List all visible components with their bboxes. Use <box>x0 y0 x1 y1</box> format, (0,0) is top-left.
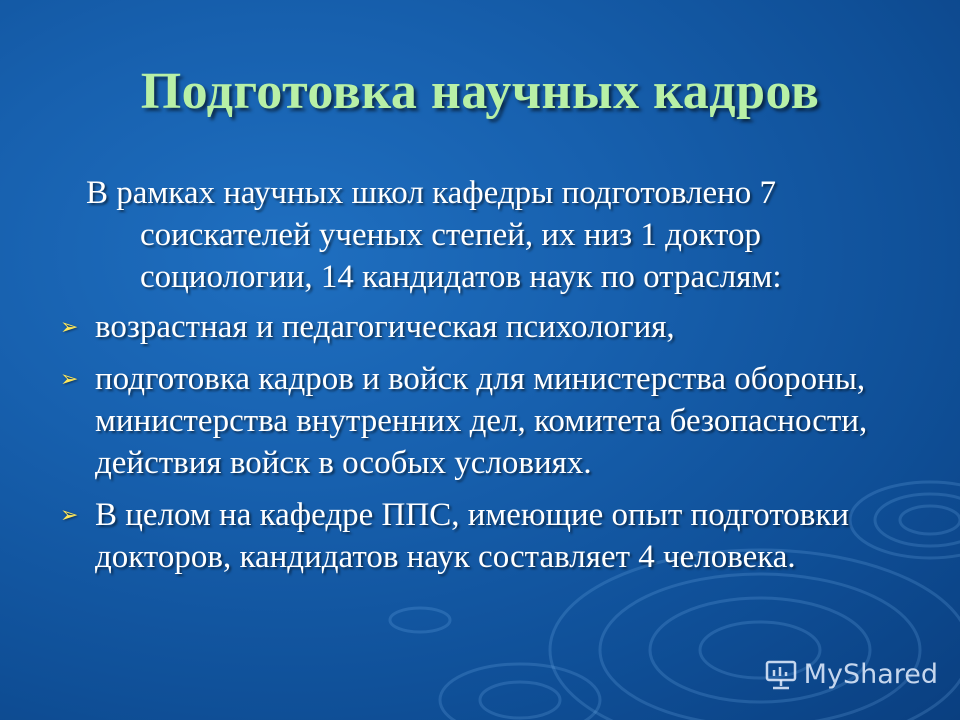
arrow-bullet-icon: ➢ <box>60 502 79 527</box>
watermark <box>764 658 938 690</box>
bullet-item <box>60 358 920 484</box>
bullet-text: подготовка кадров и войск для министерства обороны, министерства внутренних дел, комитета безопасности, действия войск в особых условиях. <box>95 361 868 481</box>
bullet-item <box>60 306 920 348</box>
presentation-board-icon <box>764 658 798 690</box>
intro-paragraph: В рамках научных школ кафедры подготовлено 7 соискателей ученых степей, их низ 1 доктор социологии, 14 кандидатов наук по отраслям: <box>86 175 782 295</box>
arrow-bullet-icon: ➢ <box>60 314 79 339</box>
bullet-text: возрастная и педагогическая психология, <box>95 309 675 345</box>
slide-body <box>60 172 920 588</box>
watermark-text: MyShared <box>803 658 938 690</box>
bullet-item <box>60 494 920 578</box>
bullet-text: В целом на кафедре ППС, имеющие опыт подготовки докторов, кандидатов наук составляет 4 человека. <box>95 497 850 575</box>
slide-title: Подготовка научных кадров <box>140 63 820 120</box>
arrow-bullet-icon: ➢ <box>60 366 79 391</box>
